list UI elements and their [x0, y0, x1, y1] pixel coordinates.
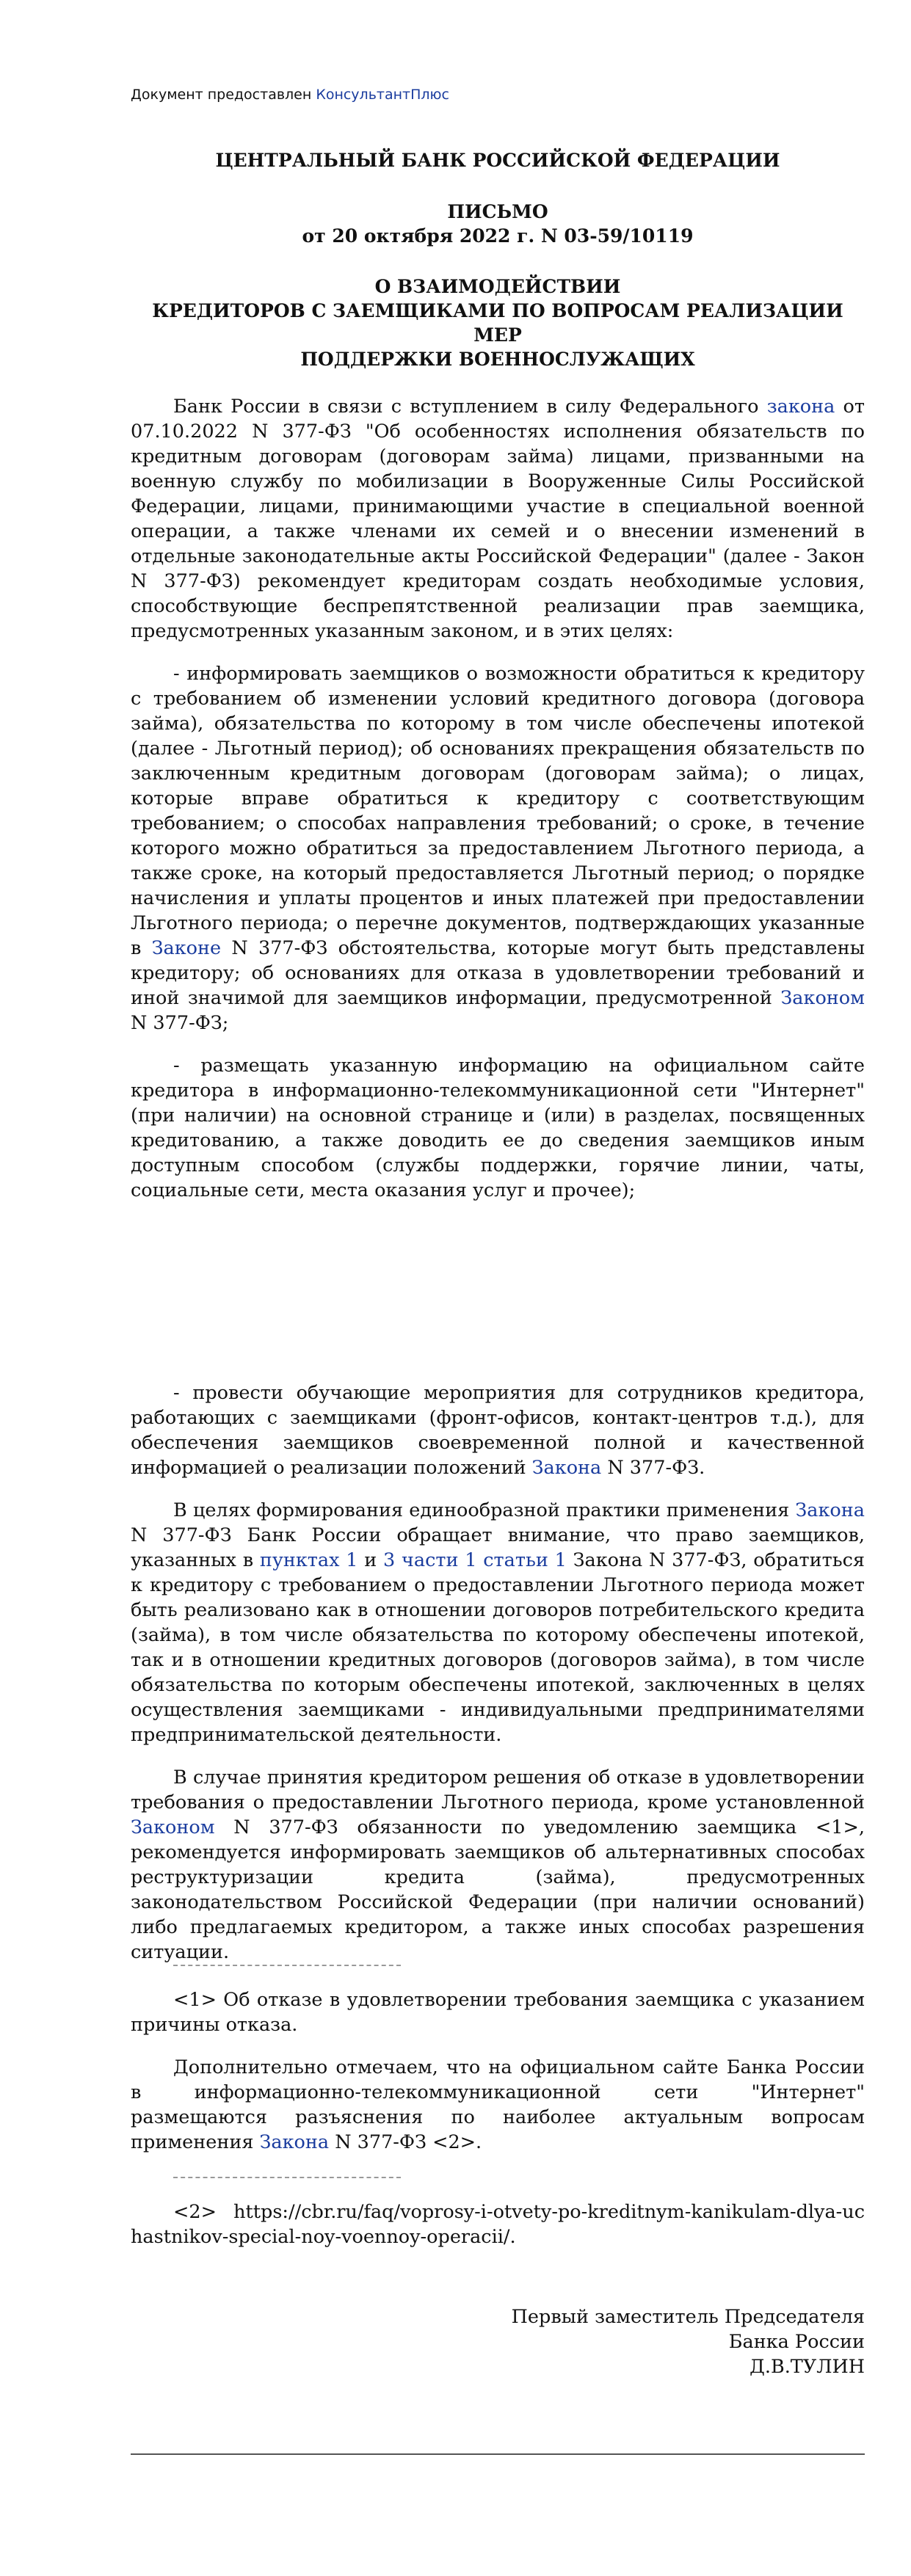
- footnote-separator: [173, 2177, 401, 2178]
- paragraph-inform: [131, 661, 865, 1036]
- paragraph-training: [131, 1380, 865, 1480]
- footnote-2: [131, 2200, 865, 2249]
- law-link[interactable]: Закона: [795, 1499, 865, 1521]
- clauses-link[interactable]: пунктах 1: [259, 1549, 358, 1571]
- text: и: [357, 1549, 384, 1571]
- signer-position: Первый заместитель Председателя: [511, 2306, 865, 2328]
- body-part-2: [131, 1380, 865, 1982]
- law-link[interactable]: Законе: [151, 937, 222, 959]
- document-date-number: от 20 октября 2022 г. N 03-59/10119: [302, 225, 694, 247]
- paragraph-refusal: [131, 1765, 865, 1965]
- law-link[interactable]: Закона: [531, 1457, 602, 1479]
- consultant-plus-link[interactable]: КонсультантПлюс: [316, 87, 449, 103]
- text: N 377-ФЗ обстоятельства, которые могут быть представлены кредитору; об основаниях для отказа в удовлетворении требований и иной значимой для заемщиков информации, предусмотренной: [131, 937, 865, 1009]
- body-part-1: [131, 394, 865, 1220]
- text: N 377-ФЗ.: [601, 1457, 705, 1479]
- article-link[interactable]: 3 части 1 статьи 1: [383, 1549, 567, 1571]
- text: В целях формирования единообразной практики применения: [173, 1499, 796, 1521]
- text: Закона N 377-ФЗ, обратиться к кредитору с требованием о предоставлении Льготного периода может быть реализовано как в отношении договоров потребительского кредита (займа), в том числе обязательства по которому обеспечены ипотекой, так и в отношении кредитных договоров (договоров займа), в том числе обязательства по которым обеспечены ипотекой, заключенных в целях осуществления заемщиками - индивидуальными предпринимателями предпринимательской деятельности.: [131, 1549, 865, 1746]
- document-type: ПИСЬМО: [447, 201, 548, 222]
- footnote-2-text: <2> https://cbr.ru/faq/voprosy-i-otvety-po-kreditnym-kanikulam-dlya-uchastnikov-special-noy-voennoy-operacii/.: [131, 2201, 865, 2248]
- title-line-2: КРЕДИТОРОВ С ЗАЕМЩИКАМИ ПО ВОПРОСАМ РЕАЛИЗАЦИИ: [152, 300, 843, 321]
- paragraph-additional: [131, 2055, 865, 2155]
- signature-block: [512, 2304, 865, 2379]
- text: N 377-ФЗ обязанности по уведомлению заемщика <1>, рекомендуется информировать заемщиков об альтернативных способах реструктуризации кредита (займа), предусмотренных законодательством Российской Федерации (при наличии оснований) либо предлагаемых кредитором, а также иных способах разрешения ситуации.: [131, 1816, 865, 1963]
- text: Банк России в связи с вступлением в силу Федерального: [173, 396, 767, 418]
- title-line-3: МЕР: [473, 324, 522, 346]
- paragraph-intro: [131, 394, 865, 644]
- title-line-4: ПОДДЕРЖКИ ВОЕННОСЛУЖАЩИХ: [300, 349, 695, 370]
- text: N 377-ФЗ <2>.: [329, 2131, 482, 2153]
- signer-organization: Банка России: [728, 2331, 865, 2353]
- text: N 377-ФЗ;: [131, 1012, 229, 1034]
- law-link[interactable]: Законом: [780, 987, 865, 1009]
- text: В случае принятия кредитором решения об отказе в удовлетворении требования о предоставлении Льготного периода, кроме установленной: [131, 1767, 865, 1813]
- footnote-1: [131, 1987, 865, 2037]
- text: - информировать заемщиков о возможности обратиться к кредитору с требованием об изменении условий кредитного договора (договора займа), обязательства по которому в том числе обеспечены ипотекой (далее - Льготный период); об основаниях прекращения обязательств по заключенным кредитным договорам (договорам займа); о лицах, которые вправе обратиться к кредитору с соответствующим требованием; о способах направления требований; о сроке, в течение которого можно обратиться за предоставлением Льготного периода, а также сроке, на который предоставляется Льготный период; о порядке начисления и уплаты процентов и иных платежей при предоставлении Льготного периода; о перечне документов, подтверждающих указанные в: [131, 663, 865, 959]
- footnote-separator: [173, 1965, 401, 1966]
- paragraph-publish: - размещать указанную информацию на официальном сайте кредитора в информационно-телекоммуникационной сети "Интернет" (при наличии) на основной странице и (или) в разделах, посвященных кредитованию, а также доводить ее до сведения заемщиков иным доступным способом (службы поддержки, горячие линии, чаты, социальные сети, места оказания услуг и прочее);: [131, 1055, 865, 1201]
- law-link[interactable]: Законом: [131, 1816, 215, 1838]
- paragraph-practice: [131, 1498, 865, 1747]
- text: - провести обучающие мероприятия для сотрудников кредитора, работающих с заемщиками (фронт-офисов, контакт-центров т.д.), для обеспечения заемщиков своевременной полной и качественной информацией о реализации положений: [131, 1382, 865, 1479]
- signer-name: Д.В.ТУЛИН: [750, 2356, 865, 2378]
- text: от 07.10.2022 N 377-ФЗ "Об особенностях исполнения обязательств по кредитным договорам (договорам займа) лицами, призванными на военную службу по мобилизации в Вооруженные Силы Российской Федерации, лицами, принимающими участие в специальной военной операции, а также членами их семей и о внесении изменений в отдельные законодательные акты Российской Федерации" (далее - Закон N 377-ФЗ) рекомендует кредиторам создать необходимые условия, способствующие беспрепятственной реализации прав заемщика, предусмотренных указанным законом, и в этих целях:: [131, 396, 865, 642]
- footnote-1-text: <1> Об отказе в удовлетворении требования заемщика с указанием причины отказа.: [131, 1989, 865, 2036]
- provider-prefix: Документ предоставлен: [131, 87, 316, 103]
- text: N 377-ФЗ Банк России обращает внимание, что право заемщиков, указанных в: [131, 1524, 865, 1571]
- page-bottom-rule: [131, 2453, 865, 2455]
- issuer-heading: ЦЕНТРАЛЬНЫЙ БАНК РОССИЙСКОЙ ФЕДЕРАЦИИ: [215, 150, 780, 171]
- law-link[interactable]: Закона: [259, 2131, 330, 2153]
- federal-law-link[interactable]: закона: [766, 396, 835, 418]
- text: Дополнительно отмечаем, что на официальном сайте Банка России в информационно-телекоммуникационной сети "Интернет" размещаются разъяснения по наиболее актуальным вопросам применения: [131, 2056, 865, 2153]
- provider-line: [131, 87, 449, 103]
- body-part-3: [131, 2055, 865, 2172]
- title-line-1: О ВЗАИМОДЕЙСТВИИ: [374, 276, 621, 297]
